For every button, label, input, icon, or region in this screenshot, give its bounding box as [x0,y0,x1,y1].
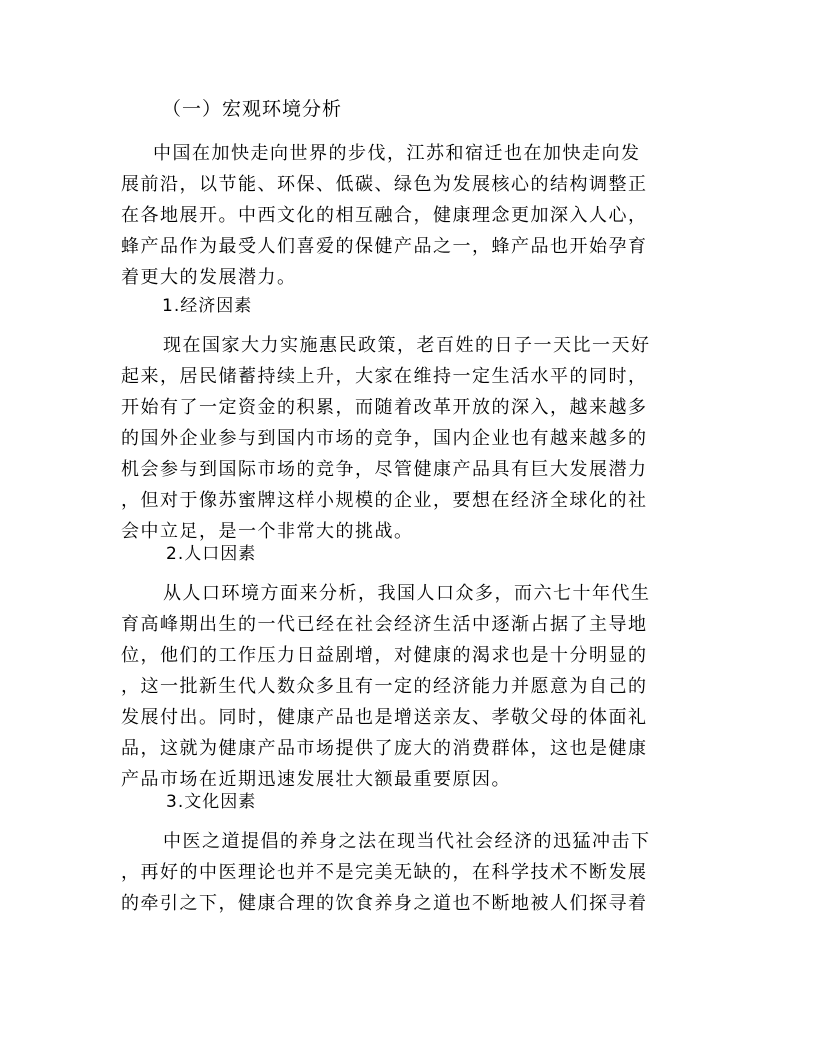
paragraph-line: 蜂产品作为最受人们喜爱的保健产品之一，蜂产品也开始孕育 [121,236,648,257]
paragraph-line: 开始有了一定资金的积累，而随着改革开放的深入，越来越多 [121,397,648,418]
paragraph-line: 中医之道提倡的养身之法在现当代社会经济的迅猛冲击下 [163,831,651,852]
paragraph-line: 中国在加快走向世界的步伐，江苏和宿迁也在加快走向发 [153,143,641,164]
population-paragraph [121,578,697,795]
paragraph-line: 育高峰期出生的一代已经在社会经济生活中逐渐占据了主导地 [121,614,648,635]
paragraph-line: 现在国家大力实施惠民政策，老百姓的日子一天比一天好 [163,335,651,356]
intro-paragraph [121,138,697,293]
paragraph-line: 位，他们的工作压力日益剧增，对健康的渴求也是十分明显的 [121,645,648,666]
paragraph-line: 着更大的发展潜力。 [121,267,297,288]
paragraph-line: 的牵引之下，健康合理的饮食养身之道也不断地被人们探寻着 [121,893,648,914]
paragraph-line: ，再好的中医理论也并不是完美无缺的，在科学技术不断发展 [121,862,648,883]
paragraph-line: 品，这就为健康产品市场提供了庞大的消费群体，这也是健康 [121,738,648,759]
paragraph-line: 起来，居民储蓄持续上升，大家在维持一定生活水平的同时， [121,366,648,387]
economic-paragraph [121,330,697,547]
culture-paragraph [121,826,697,919]
paragraph-line: 会中立足，是一个非常大的挑战。 [121,521,414,542]
paragraph-line: 从人口环境方面来分析，我国人口众多，而六七十年代生 [163,583,651,604]
paragraph-line: ，这一批新生代人数众多且有一定的经济能力并愿意为自己的 [121,676,648,697]
paragraph-line: 在各地展开。中西文化的相互融合，健康理念更加深入人心， [121,205,648,226]
paragraph-line: 产品市场在近期迅速发展壮大额最重要原因。 [121,769,511,790]
section-heading: （一）宏观环境分析 [162,98,343,120]
paragraph-line: 发展付出。同时，健康产品也是增送亲友、孝敬父母的体面礼 [121,707,648,728]
paragraph-line: 的国外企业参与到国内市场的竞争，国内企业也有越来越多的 [121,428,648,449]
subheading-economic: 1.经济因素 [162,296,253,316]
paragraph-line: ，但对于像苏蜜牌这样小规模的企业，要想在经济全球化的社 [121,490,648,511]
paragraph-line: 展前沿，以节能、环保、低碳、绿色为发展核心的结构调整正 [121,174,648,195]
subheading-culture: 3.文化因素 [166,792,257,812]
paragraph-line: 机会参与到国际市场的竞争，尽管健康产品具有巨大发展潜力 [121,459,648,480]
subheading-population: 2.人口因素 [166,544,257,564]
